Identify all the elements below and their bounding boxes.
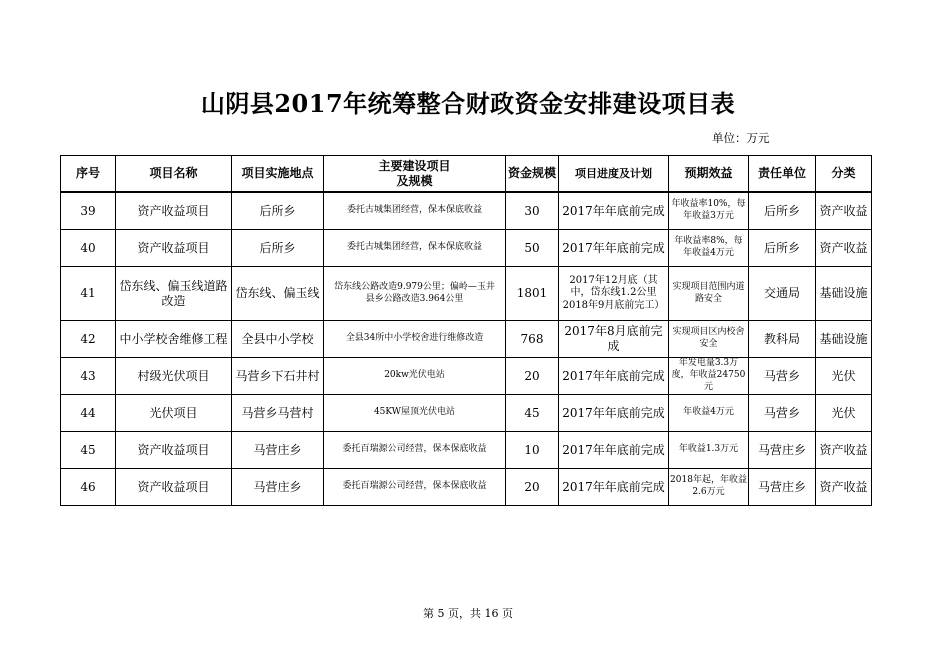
project-table xyxy=(60,155,872,506)
cell-category: 资产收益 xyxy=(816,432,872,469)
header-content xyxy=(324,156,506,193)
header-row xyxy=(61,156,872,193)
cell-name: 资产收益项目 xyxy=(116,469,232,506)
cell-content: 全县34所中小学校舍进行维修改造 xyxy=(324,321,506,358)
cell-name: 资产收益项目 xyxy=(116,192,232,230)
cell-category: 基础设施 xyxy=(816,267,872,321)
cell-location: 马营庄乡 xyxy=(232,469,324,506)
cell-progress: 2017年12月底（其中，岱东线1.2公里2018年9月底前完工） xyxy=(559,267,669,321)
header-location: 项目实施地点 xyxy=(232,156,324,193)
header-unit: 责任单位 xyxy=(749,156,816,193)
cell-progress: 2017年年底前完成 xyxy=(559,358,669,395)
cell-category: 光伏 xyxy=(816,395,872,432)
cell-content: 委托百瑞源公司经营，保本保底收益 xyxy=(324,469,506,506)
cell-benefit: 年收益率10%，每年收益3万元 xyxy=(669,192,749,230)
cell-location: 岱东线、偏玉线 xyxy=(232,267,324,321)
cell-benefit: 年收益率8%，每年收益4万元 xyxy=(669,230,749,267)
cell-name: 光伏项目 xyxy=(116,395,232,432)
cell-progress: 2017年年底前完成 xyxy=(559,432,669,469)
table-row xyxy=(61,321,872,358)
cell-content: 委托古城集团经营，保本保底收益 xyxy=(324,192,506,230)
cell-benefit: 年收益4万元 xyxy=(669,395,749,432)
cell-seq: 40 xyxy=(61,230,116,267)
cell-category: 基础设施 xyxy=(816,321,872,358)
cell-location: 马营乡下石井村 xyxy=(232,358,324,395)
cell-progress: 2017年8月底前完成 xyxy=(559,321,669,358)
page-footer: 第 5 页，共 16 页 xyxy=(423,607,513,620)
cell-seq: 44 xyxy=(61,395,116,432)
cell-amount: 30 xyxy=(506,192,559,230)
cell-category: 光伏 xyxy=(816,358,872,395)
cell-location: 马营庄乡 xyxy=(232,432,324,469)
header-content-line2: 及规模 xyxy=(396,173,433,188)
cell-amount: 10 xyxy=(506,432,559,469)
table-row xyxy=(61,432,872,469)
header-seq: 序号 xyxy=(61,156,116,193)
cell-benefit: 年收益1.3万元 xyxy=(669,432,749,469)
cell-content: 20kw光伏电站 xyxy=(324,358,506,395)
cell-location: 马营乡马营村 xyxy=(232,395,324,432)
cell-progress: 2017年年底前完成 xyxy=(559,469,669,506)
cell-name: 中小学校舍维修工程 xyxy=(116,321,232,358)
cell-benefit: 年发电量3.3万度，年收益24750元 xyxy=(669,358,749,395)
cell-seq: 45 xyxy=(61,432,116,469)
table-row xyxy=(61,469,872,506)
header-progress: 项目进度及计划 xyxy=(559,156,669,193)
cell-seq: 42 xyxy=(61,321,116,358)
cell-content: 岱东线公路改造9.979公里；偏岭—玉井县乡公路改造3.964公里 xyxy=(324,267,506,321)
cell-benefit: 2018年起，年收益2.6万元 xyxy=(669,469,749,506)
cell-benefit: 实现项目范围内道路安全 xyxy=(669,267,749,321)
unit-label: 单位：万元 xyxy=(712,131,770,145)
table-row xyxy=(61,192,872,230)
cell-location: 后所乡 xyxy=(232,230,324,267)
cell-progress: 2017年年底前完成 xyxy=(559,192,669,230)
cell-amount: 1801 xyxy=(506,267,559,321)
cell-seq: 46 xyxy=(61,469,116,506)
cell-unit: 马营庄乡 xyxy=(749,432,816,469)
header-category: 分类 xyxy=(816,156,872,193)
cell-location: 全县中小学校 xyxy=(232,321,324,358)
cell-amount: 20 xyxy=(506,358,559,395)
cell-category: 资产收益 xyxy=(816,230,872,267)
table-row xyxy=(61,395,872,432)
table-row xyxy=(61,230,872,267)
cell-seq: 41 xyxy=(61,267,116,321)
header-name: 项目名称 xyxy=(116,156,232,193)
cell-unit: 后所乡 xyxy=(749,192,816,230)
cell-name: 资产收益项目 xyxy=(116,432,232,469)
cell-amount: 768 xyxy=(506,321,559,358)
cell-unit: 教科局 xyxy=(749,321,816,358)
page-title: 山阴县2017年统筹整合财政资金安排建设项目表 xyxy=(200,89,736,118)
cell-unit: 后所乡 xyxy=(749,230,816,267)
cell-seq: 43 xyxy=(61,358,116,395)
cell-seq: 39 xyxy=(61,192,116,230)
cell-category: 资产收益 xyxy=(816,192,872,230)
cell-progress: 2017年年底前完成 xyxy=(559,230,669,267)
cell-amount: 45 xyxy=(506,395,559,432)
header-amount: 资金规模 xyxy=(506,156,559,193)
cell-amount: 50 xyxy=(506,230,559,267)
cell-name: 岱东线、偏玉线道路改造 xyxy=(116,267,232,321)
cell-benefit: 实现项目区内校舍安全 xyxy=(669,321,749,358)
cell-amount: 20 xyxy=(506,469,559,506)
cell-unit: 马营乡 xyxy=(749,395,816,432)
cell-name: 村级光伏项目 xyxy=(116,358,232,395)
cell-content: 45KW屋顶光伏电站 xyxy=(324,395,506,432)
cell-unit: 马营乡 xyxy=(749,358,816,395)
cell-category: 资产收益 xyxy=(816,469,872,506)
cell-content: 委托百瑞源公司经营，保本保底收益 xyxy=(324,432,506,469)
header-benefit: 预期效益 xyxy=(669,156,749,193)
cell-progress: 2017年年底前完成 xyxy=(559,395,669,432)
cell-location: 后所乡 xyxy=(232,192,324,230)
cell-unit: 交通局 xyxy=(749,267,816,321)
header-content-line1: 主要建设项目 xyxy=(378,158,451,173)
table-row xyxy=(61,358,872,395)
cell-unit: 马营庄乡 xyxy=(749,469,816,506)
cell-name: 资产收益项目 xyxy=(116,230,232,267)
table-row xyxy=(61,267,872,321)
cell-content: 委托古城集团经营，保本保底收益 xyxy=(324,230,506,267)
